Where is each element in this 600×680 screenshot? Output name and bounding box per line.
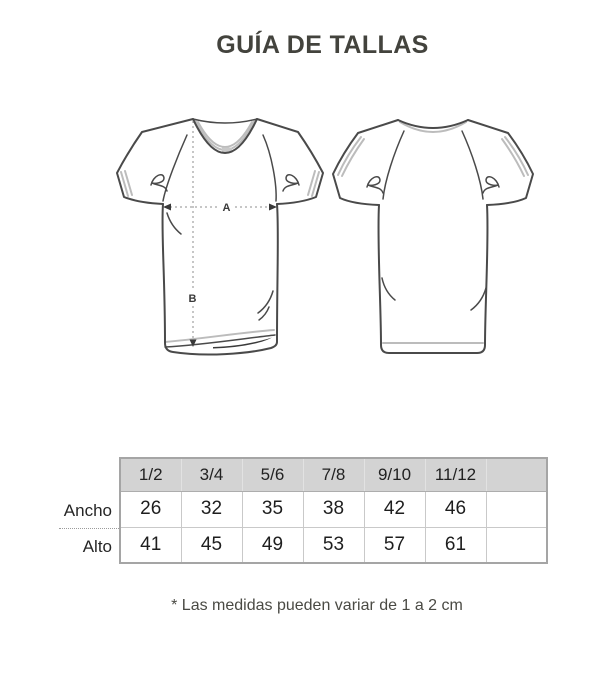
size-table-grid [119, 457, 548, 564]
size-cell-empty [486, 491, 547, 527]
size-col-header: 3/4 [181, 458, 242, 491]
page-title: GUÍA DE TALLAS [216, 31, 429, 59]
measure-label-b: B [188, 293, 197, 305]
size-header-row [120, 458, 547, 491]
width-arrow [163, 198, 277, 215]
size-col-header: 1/2 [120, 458, 181, 491]
size-cell: 26 [120, 491, 181, 527]
table-row-alto [120, 527, 547, 563]
row-label-spacer [59, 457, 119, 493]
size-table-row-labels [59, 457, 119, 565]
size-cell-empty [486, 527, 547, 563]
size-col-header: 11/12 [425, 458, 486, 491]
size-cell: 61 [425, 527, 486, 563]
size-cell: 53 [303, 527, 364, 563]
size-table [59, 457, 548, 565]
size-cell: 32 [181, 491, 242, 527]
size-col-header: 7/8 [303, 458, 364, 491]
row-label-ancho: Ancho [59, 493, 119, 529]
size-cell: 46 [425, 491, 486, 527]
size-col-header-empty [486, 458, 547, 491]
row-label-alto: Alto [82, 537, 112, 556]
back-tshirt-illustration [333, 120, 533, 353]
size-cell: 49 [242, 527, 303, 563]
size-col-header: 9/10 [364, 458, 425, 491]
footnote: * Las medidas pueden variar de 1 a 2 cm [171, 597, 463, 614]
height-arrow [185, 121, 200, 347]
size-cell: 35 [242, 491, 303, 527]
size-col-header: 5/6 [242, 458, 303, 491]
size-cell: 45 [181, 527, 242, 563]
table-row-ancho [120, 491, 547, 527]
size-cell: 57 [364, 527, 425, 563]
size-guide-diagram [95, 95, 555, 375]
measure-label-a: A [222, 202, 231, 214]
front-tshirt-illustration [117, 119, 323, 355]
size-cell: 42 [364, 491, 425, 527]
size-cell: 41 [120, 527, 181, 563]
size-cell: 38 [303, 491, 364, 527]
